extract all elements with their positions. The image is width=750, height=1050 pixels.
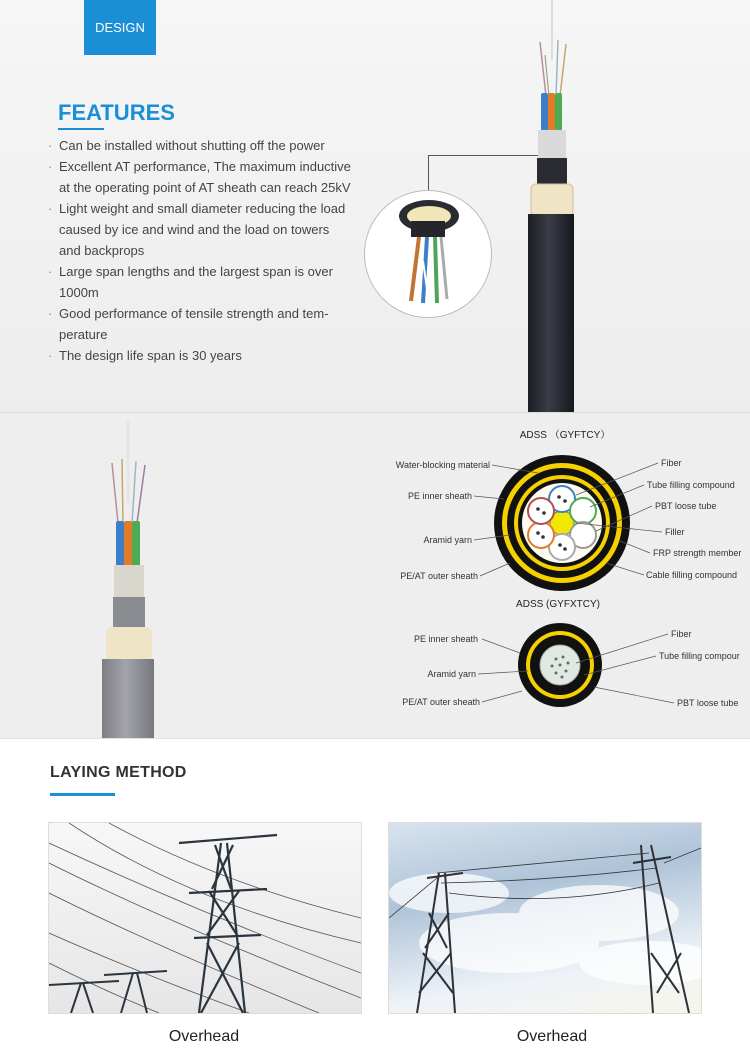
overhead-photo-2 <box>388 822 702 1014</box>
diagram1-right-label: FRP strength member <box>653 548 742 558</box>
cross-section-diagram-2 <box>380 595 750 720</box>
diagram1-left-label: Water-blocking material <box>395 460 490 470</box>
diagram1-right-label: Tube filling compound <box>647 480 735 490</box>
features-title: FEATURES <box>58 100 175 125</box>
structure-section <box>0 412 750 739</box>
feature-item: · Large span lengths and the largest span is over 1000m <box>48 264 333 300</box>
callout-line <box>428 155 538 156</box>
cross-section-diagram-1 <box>380 423 750 598</box>
photo-caption: Overhead <box>168 1028 240 1045</box>
diagram2-right-label: Fiber <box>671 629 692 639</box>
diagram2-right-label: PBT loose tube <box>677 698 739 708</box>
diagram1-right-label: PBT loose tube <box>655 501 717 511</box>
grey-cable-image <box>90 413 310 738</box>
feature-item: · The design life span is 30 years <box>48 348 242 363</box>
design-tag: DESIGN <box>84 0 156 55</box>
diagram1-left-label: Aramid yarn <box>423 535 472 545</box>
diagram2-left-label: Aramid yarn <box>427 669 476 679</box>
overhead-photo-1 <box>48 822 362 1014</box>
features-section <box>0 0 750 412</box>
diagram1-right-label: Filler <box>665 527 685 537</box>
diagram2-title: ADSS (GYFXTCY) <box>516 599 600 610</box>
diagram2-left-label: PE/AT outer sheath <box>402 697 480 707</box>
feature-item: · Can be installed without shutting off the power <box>48 138 325 153</box>
diagram1-left-label: PE inner sheath <box>407 491 472 501</box>
feature-item: · Excellent AT performance, The maximum inductive at the operating point of AT sheath can reach 25kV <box>48 159 351 195</box>
feature-item: · Good performance of tensile strength and tem-perature <box>48 306 329 342</box>
callout-line <box>428 155 429 191</box>
photo-caption: Overhead <box>516 1028 588 1045</box>
laying-method-underline <box>50 793 115 796</box>
diagram1-left-label: PE/AT outer sheath <box>400 571 478 581</box>
feature-item: · Light weight and small diameter reducing the load caused by ice and wind and the load on towers and backprops <box>48 201 346 258</box>
diagram2-right-label: Tube filling compour <box>659 651 740 661</box>
diagram2-left-label: PE inner sheath <box>413 634 478 644</box>
diagram1-right-label: Cable filling compound <box>646 570 738 580</box>
cable-detail-circle <box>364 190 492 318</box>
diagram1-right-label: Fiber <box>661 458 682 468</box>
diagram1-title: ADSS （GYFTCY） <box>519 430 611 441</box>
laying-method-title: LAYING METHOD <box>50 764 187 781</box>
